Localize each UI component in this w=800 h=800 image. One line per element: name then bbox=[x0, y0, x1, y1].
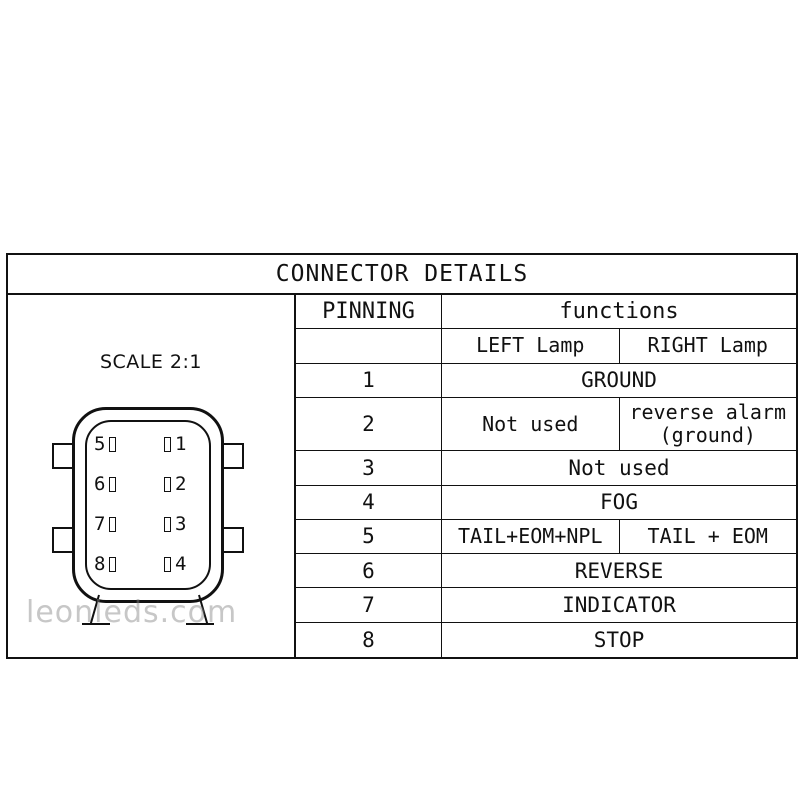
table-body bbox=[8, 295, 796, 657]
row-pin-number: 7 bbox=[296, 588, 442, 621]
table-row bbox=[296, 451, 796, 485]
watermark: leonleds.com bbox=[26, 595, 238, 630]
row-pin-number: 1 bbox=[296, 364, 442, 397]
pin-slot-icon bbox=[164, 437, 171, 452]
row-function-left: Not used bbox=[442, 398, 620, 450]
subheader-right-lamp: RIGHT Lamp bbox=[647, 333, 768, 358]
row-pin-number: 8 bbox=[296, 623, 442, 657]
pin-7 bbox=[94, 513, 116, 535]
pin-slot-icon bbox=[164, 477, 171, 492]
row-function-right-line1: reverse alarm bbox=[629, 400, 787, 425]
row-function-right-line2: (ground) bbox=[659, 423, 756, 448]
pin-grid bbox=[88, 429, 208, 585]
row-pin-number: 3 bbox=[296, 451, 442, 484]
row-function-span: FOG bbox=[600, 490, 638, 515]
row-function-span: Not used bbox=[568, 455, 670, 480]
table-row bbox=[296, 520, 796, 554]
pin-slot-icon bbox=[109, 557, 116, 572]
pin-label: 3 bbox=[175, 513, 187, 535]
row-pin-number: 2 bbox=[296, 398, 442, 450]
connector-tab-left-lower bbox=[52, 527, 74, 553]
row-function-span: INDICATOR bbox=[562, 593, 676, 618]
row-function-left: TAIL+EOM+NPL bbox=[442, 520, 620, 553]
table-row bbox=[296, 623, 796, 657]
pin-label: 8 bbox=[94, 553, 106, 575]
row-pin-number: 5 bbox=[296, 520, 442, 553]
pin-label: 5 bbox=[94, 433, 106, 455]
pin-label: 2 bbox=[175, 473, 187, 495]
row-function-right bbox=[620, 398, 797, 450]
subheader-split bbox=[442, 329, 796, 362]
pin-slot-icon bbox=[109, 477, 116, 492]
table-row bbox=[296, 554, 796, 588]
row-pin-number: 6 bbox=[296, 554, 442, 587]
pin-4 bbox=[164, 553, 186, 575]
connector-tab-right-lower bbox=[222, 527, 244, 553]
row-function-span: GROUND bbox=[581, 368, 657, 393]
subheader-left-lamp: LEFT Lamp bbox=[442, 329, 620, 362]
row-function-span: REVERSE bbox=[574, 558, 664, 583]
connector-tab-right-upper bbox=[222, 443, 244, 469]
pin-6 bbox=[94, 473, 116, 495]
pin-label: 1 bbox=[175, 433, 187, 455]
row-function-split bbox=[442, 398, 796, 450]
pin-1 bbox=[164, 433, 186, 455]
table-row bbox=[296, 364, 796, 398]
connector-tab-left-upper bbox=[52, 443, 74, 469]
pin-3 bbox=[164, 513, 186, 535]
pin-slot-icon bbox=[109, 437, 116, 452]
table-row bbox=[296, 588, 796, 622]
pin-label: 6 bbox=[94, 473, 106, 495]
pin-2 bbox=[164, 473, 186, 495]
row-function-right: TAIL + EOM bbox=[647, 523, 768, 548]
row-function-split bbox=[442, 520, 796, 553]
header-functions: functions bbox=[559, 299, 679, 325]
row-pin-number: 4 bbox=[296, 486, 442, 519]
pin-slot-icon bbox=[109, 517, 116, 532]
table-row bbox=[296, 486, 796, 520]
scale-label: SCALE 2:1 bbox=[99, 351, 203, 373]
pin-slot-icon bbox=[164, 517, 171, 532]
pin-slot-icon bbox=[164, 557, 171, 572]
pin-label: 7 bbox=[94, 513, 106, 535]
grid-header-row bbox=[296, 295, 796, 329]
grid-subheader-row bbox=[296, 329, 796, 363]
header-pinning: PINNING bbox=[296, 295, 442, 328]
pin-5 bbox=[94, 433, 116, 455]
connector-details-table bbox=[6, 253, 798, 659]
table-title-row bbox=[8, 255, 796, 295]
subheader-pin-blank bbox=[296, 329, 442, 362]
table-row bbox=[296, 398, 796, 451]
page-title: CONNECTOR DETAILS bbox=[275, 261, 529, 287]
pin-8 bbox=[94, 553, 116, 575]
connector-illustration-cell bbox=[8, 295, 296, 657]
row-function-span: STOP bbox=[593, 627, 645, 652]
pinning-functions-grid bbox=[296, 295, 796, 657]
pin-label: 4 bbox=[175, 553, 187, 575]
